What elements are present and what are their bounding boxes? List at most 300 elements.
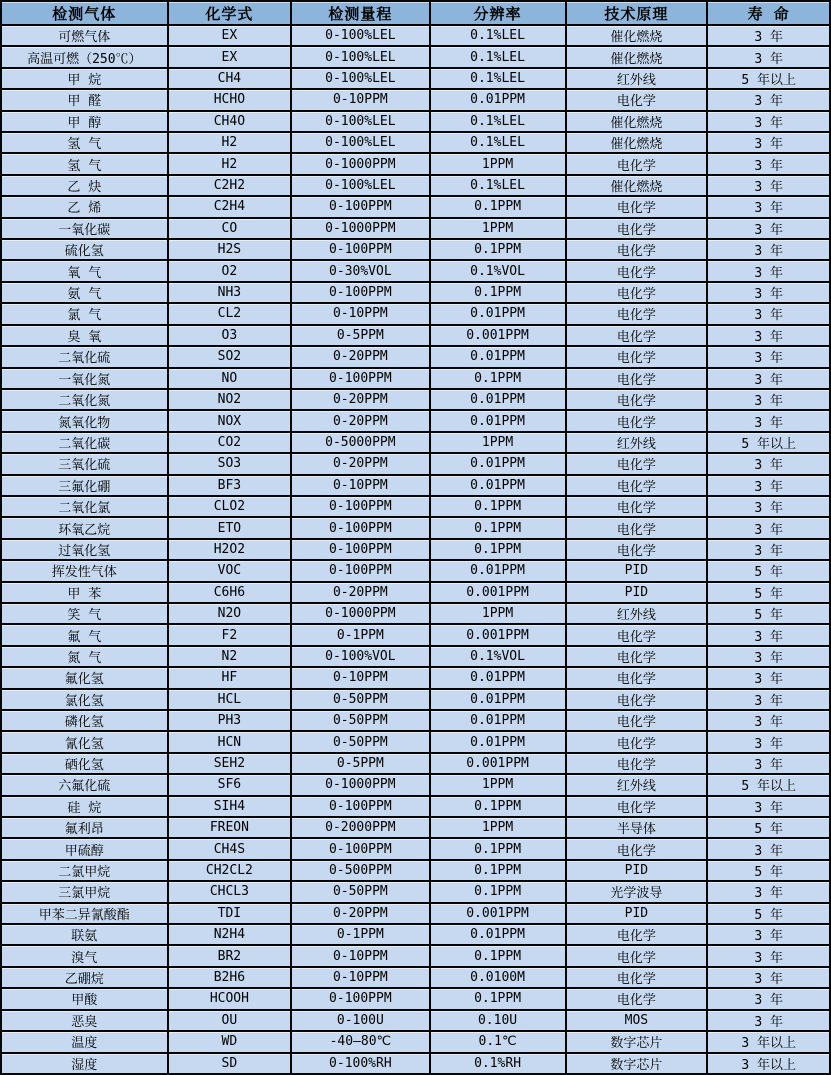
- table-row: [1, 389, 830, 410]
- cell-formula: HCL: [168, 689, 292, 710]
- cell-range: 0-100PPM: [291, 496, 429, 517]
- cell-resolution: 1PPM: [430, 153, 566, 174]
- table-row: [1, 539, 830, 560]
- cell-principle: 电化学: [566, 475, 708, 496]
- cell-range: 0-20PPM: [291, 410, 429, 431]
- cell-gas: 湿度: [1, 1053, 168, 1075]
- cell-life: 3 年: [707, 132, 830, 153]
- cell-formula: C2H2: [168, 175, 292, 196]
- cell-principle: 电化学: [566, 496, 708, 517]
- table-row: [1, 260, 830, 281]
- cell-gas: 三氧化硫: [1, 453, 168, 474]
- cell-gas: 甲苯二异氰酸酯: [1, 903, 168, 924]
- cell-range: 0-20PPM: [291, 453, 429, 474]
- cell-resolution: 1PPM: [430, 432, 566, 453]
- cell-resolution: 0.001PPM: [430, 582, 566, 603]
- cell-formula: H2O2: [168, 539, 292, 560]
- cell-principle: 电化学: [566, 325, 708, 346]
- cell-formula: F2: [168, 624, 292, 645]
- cell-resolution: 0.1%LEL: [430, 68, 566, 89]
- cell-life: 3 年: [707, 667, 830, 688]
- cell-range: 0-100%RH: [291, 1053, 429, 1075]
- cell-resolution: 0.01PPM: [430, 410, 566, 431]
- table-row: [1, 46, 830, 67]
- table-row: [1, 967, 830, 988]
- cell-principle: 电化学: [566, 689, 708, 710]
- cell-principle: 催化燃烧: [566, 132, 708, 153]
- cell-principle: 电化学: [566, 731, 708, 752]
- cell-formula: EX: [168, 46, 292, 67]
- table-row: [1, 1010, 830, 1031]
- cell-resolution: 0.1%LEL: [430, 175, 566, 196]
- column-header-gas: 检测气体: [1, 1, 168, 25]
- table-row: [1, 410, 830, 431]
- cell-range: 0-10PPM: [291, 967, 429, 988]
- table-row: [1, 1031, 830, 1052]
- cell-gas: 甲酸: [1, 988, 168, 1009]
- cell-gas: 乙硼烷: [1, 967, 168, 988]
- cell-gas: 乙 烯: [1, 196, 168, 217]
- cell-range: 0-10PPM: [291, 89, 429, 110]
- cell-principle: 催化燃烧: [566, 111, 708, 132]
- cell-resolution: 0.001PPM: [430, 325, 566, 346]
- cell-gas: 温度: [1, 1031, 168, 1052]
- cell-life: 3 年: [707, 838, 830, 859]
- cell-life: 3 年: [707, 153, 830, 174]
- cell-formula: O2: [168, 260, 292, 281]
- cell-principle: 半导体: [566, 817, 708, 838]
- cell-principle: 电化学: [566, 89, 708, 110]
- cell-principle: 催化燃烧: [566, 46, 708, 67]
- table-row: [1, 924, 830, 945]
- cell-range: 0-100PPM: [291, 196, 429, 217]
- cell-range: 0-100%LEL: [291, 68, 429, 89]
- cell-gas: 氢 气: [1, 132, 168, 153]
- table-row: [1, 517, 830, 538]
- cell-range: 0-100PPM: [291, 539, 429, 560]
- cell-range: -40—80℃: [291, 1031, 429, 1052]
- cell-life: 3 年: [707, 260, 830, 281]
- cell-principle: 红外线: [566, 603, 708, 624]
- cell-formula: BF3: [168, 475, 292, 496]
- table-row: [1, 582, 830, 603]
- table-row: [1, 881, 830, 902]
- cell-range: 0-100U: [291, 1010, 429, 1031]
- cell-resolution: 0.1PPM: [430, 945, 566, 966]
- cell-principle: 电化学: [566, 239, 708, 260]
- cell-gas: 氢 气: [1, 153, 168, 174]
- cell-resolution: 0.1PPM: [430, 988, 566, 1009]
- cell-gas: 一氧化碳: [1, 218, 168, 239]
- cell-life: 5 年以上: [707, 432, 830, 453]
- cell-principle: 红外线: [566, 774, 708, 795]
- cell-life: 3 年: [707, 689, 830, 710]
- cell-resolution: 0.001PPM: [430, 753, 566, 774]
- cell-resolution: 0.1℃: [430, 1031, 566, 1052]
- cell-range: 0-10PPM: [291, 945, 429, 966]
- cell-formula: BR2: [168, 945, 292, 966]
- table-row: [1, 838, 830, 859]
- cell-gas: 三氯甲烷: [1, 881, 168, 902]
- cell-gas: 甲 烷: [1, 68, 168, 89]
- cell-gas: 氧 气: [1, 260, 168, 281]
- cell-resolution: 0.001PPM: [430, 903, 566, 924]
- cell-principle: 电化学: [566, 838, 708, 859]
- cell-resolution: 0.1PPM: [430, 496, 566, 517]
- table-row: [1, 903, 830, 924]
- table-row: [1, 667, 830, 688]
- cell-principle: 电化学: [566, 624, 708, 645]
- table-row: [1, 111, 830, 132]
- cell-principle: 电化学: [566, 646, 708, 667]
- cell-range: 0-100%LEL: [291, 25, 429, 46]
- cell-range: 0-20PPM: [291, 903, 429, 924]
- cell-life: 5 年: [707, 817, 830, 838]
- cell-formula: CH4: [168, 68, 292, 89]
- table-row: [1, 774, 830, 795]
- cell-life: 5 年: [707, 903, 830, 924]
- cell-life: 5 年: [707, 860, 830, 881]
- cell-principle: MOS: [566, 1010, 708, 1031]
- cell-principle: PID: [566, 582, 708, 603]
- cell-life: 5 年: [707, 582, 830, 603]
- cell-life: 3 年: [707, 325, 830, 346]
- cell-formula: HCN: [168, 731, 292, 752]
- cell-resolution: 0.1PPM: [430, 368, 566, 389]
- cell-formula: TDI: [168, 903, 292, 924]
- table-row: [1, 68, 830, 89]
- cell-resolution: 0.01PPM: [430, 560, 566, 581]
- cell-principle: 电化学: [566, 945, 708, 966]
- cell-range: 0-100%LEL: [291, 111, 429, 132]
- cell-formula: SF6: [168, 774, 292, 795]
- cell-range: 0-100%LEL: [291, 132, 429, 153]
- cell-principle: 电化学: [566, 346, 708, 367]
- cell-gas: 氯化氢: [1, 689, 168, 710]
- cell-gas: 三氟化硼: [1, 475, 168, 496]
- table-row: [1, 624, 830, 645]
- cell-resolution: 0.001PPM: [430, 624, 566, 645]
- cell-life: 3 年: [707, 517, 830, 538]
- cell-life: 3 年: [707, 346, 830, 367]
- cell-principle: 催化燃烧: [566, 175, 708, 196]
- cell-gas: 可燃气体: [1, 25, 168, 46]
- cell-gas: 一氧化氮: [1, 368, 168, 389]
- table-row: [1, 689, 830, 710]
- column-header-life: 寿 命: [707, 1, 830, 25]
- cell-formula: VOC: [168, 560, 292, 581]
- cell-range: 0-100PPM: [291, 368, 429, 389]
- cell-range: 0-100PPM: [291, 988, 429, 1009]
- cell-resolution: 0.01PPM: [430, 89, 566, 110]
- cell-range: 0-1000PPM: [291, 774, 429, 795]
- cell-resolution: 1PPM: [430, 603, 566, 624]
- column-header-formula: 化学式: [168, 1, 292, 25]
- cell-gas: 甲 醛: [1, 89, 168, 110]
- cell-formula: HF: [168, 667, 292, 688]
- cell-gas: 环氧乙烷: [1, 517, 168, 538]
- cell-range: 0-100PPM: [291, 239, 429, 260]
- table-row: [1, 603, 830, 624]
- cell-life: 3 年: [707, 453, 830, 474]
- cell-range: 0-500PPM: [291, 860, 429, 881]
- cell-gas: 臭 氧: [1, 325, 168, 346]
- cell-formula: CL2: [168, 303, 292, 324]
- cell-formula: H2S: [168, 239, 292, 260]
- table-row: [1, 346, 830, 367]
- table-row: [1, 368, 830, 389]
- cell-resolution: 0.1PPM: [430, 539, 566, 560]
- cell-range: 0-1000PPM: [291, 603, 429, 624]
- cell-life: 5 年: [707, 603, 830, 624]
- cell-gas: 氯 气: [1, 303, 168, 324]
- cell-life: 3 年: [707, 410, 830, 431]
- cell-life: 3 年: [707, 710, 830, 731]
- cell-range: 0-5PPM: [291, 753, 429, 774]
- column-header-resolution: 分辨率: [430, 1, 566, 25]
- cell-life: 3 年: [707, 239, 830, 260]
- cell-principle: 电化学: [566, 410, 708, 431]
- cell-formula: H2: [168, 132, 292, 153]
- table-row: [1, 153, 830, 174]
- cell-life: 3 年: [707, 175, 830, 196]
- cell-formula: NO: [168, 368, 292, 389]
- cell-gas: 二氧化氯: [1, 496, 168, 517]
- cell-range: 0-100PPM: [291, 796, 429, 817]
- cell-resolution: 0.1%VOL: [430, 260, 566, 281]
- cell-principle: 电化学: [566, 967, 708, 988]
- cell-formula: H2: [168, 153, 292, 174]
- cell-formula: CO: [168, 218, 292, 239]
- cell-resolution: 0.01PPM: [430, 346, 566, 367]
- cell-gas: 硅 烷: [1, 796, 168, 817]
- cell-range: 0-10PPM: [291, 475, 429, 496]
- cell-formula: C6H6: [168, 582, 292, 603]
- cell-life: 3 年: [707, 967, 830, 988]
- cell-principle: 光学波导: [566, 881, 708, 902]
- cell-life: 3 年以上: [707, 1053, 830, 1075]
- table-row: [1, 25, 830, 46]
- column-header-principle: 技术原理: [566, 1, 708, 25]
- cell-gas: 甲 醇: [1, 111, 168, 132]
- cell-gas: 氮氧化物: [1, 410, 168, 431]
- cell-resolution: 0.01PPM: [430, 924, 566, 945]
- cell-range: 0-50PPM: [291, 689, 429, 710]
- cell-formula: ETO: [168, 517, 292, 538]
- cell-life: 3 年: [707, 368, 830, 389]
- cell-resolution: 0.01PPM: [430, 303, 566, 324]
- cell-principle: 电化学: [566, 368, 708, 389]
- table-body: [1, 25, 830, 1074]
- cell-resolution: 0.01PPM: [430, 710, 566, 731]
- cell-range: 0-20PPM: [291, 389, 429, 410]
- cell-range: 0-1PPM: [291, 624, 429, 645]
- cell-gas: 六氟化硫: [1, 774, 168, 795]
- cell-formula: CH2CL2: [168, 860, 292, 881]
- cell-life: 3 年: [707, 988, 830, 1009]
- cell-range: 0-30%VOL: [291, 260, 429, 281]
- cell-resolution: 0.01PPM: [430, 389, 566, 410]
- cell-life: 3 年: [707, 25, 830, 46]
- cell-life: 3 年: [707, 945, 830, 966]
- cell-life: 3 年: [707, 796, 830, 817]
- cell-resolution: 0.1PPM: [430, 881, 566, 902]
- cell-formula: CH4O: [168, 111, 292, 132]
- cell-formula: CLO2: [168, 496, 292, 517]
- table-row: [1, 496, 830, 517]
- table-row: [1, 475, 830, 496]
- table-row: [1, 239, 830, 260]
- cell-life: 3 年: [707, 46, 830, 67]
- cell-principle: PID: [566, 560, 708, 581]
- cell-range: 0-1000PPM: [291, 153, 429, 174]
- cell-resolution: 0.1PPM: [430, 517, 566, 538]
- cell-principle: 红外线: [566, 432, 708, 453]
- cell-gas: 挥发性气体: [1, 560, 168, 581]
- cell-principle: 电化学: [566, 667, 708, 688]
- table-row: [1, 710, 830, 731]
- cell-principle: 电化学: [566, 282, 708, 303]
- cell-range: 0-100%VOL: [291, 646, 429, 667]
- cell-resolution: 0.10U: [430, 1010, 566, 1031]
- cell-formula: CO2: [168, 432, 292, 453]
- table-row: [1, 218, 830, 239]
- cell-resolution: 0.0100M: [430, 967, 566, 988]
- cell-life: 3 年以上: [707, 1031, 830, 1052]
- cell-principle: 电化学: [566, 924, 708, 945]
- cell-formula: NH3: [168, 282, 292, 303]
- cell-life: 5 年: [707, 560, 830, 581]
- cell-principle: 电化学: [566, 517, 708, 538]
- cell-formula: N2: [168, 646, 292, 667]
- table-row: [1, 89, 830, 110]
- cell-formula: HCOOH: [168, 988, 292, 1009]
- cell-range: 0-100%LEL: [291, 46, 429, 67]
- cell-range: 0-2000PPM: [291, 817, 429, 838]
- cell-formula: SIH4: [168, 796, 292, 817]
- cell-life: 3 年: [707, 282, 830, 303]
- cell-life: 3 年: [707, 496, 830, 517]
- cell-formula: N2H4: [168, 924, 292, 945]
- cell-resolution: 0.1%RH: [430, 1053, 566, 1075]
- cell-resolution: 0.01PPM: [430, 667, 566, 688]
- cell-resolution: 0.1PPM: [430, 796, 566, 817]
- header-row: [1, 1, 830, 25]
- cell-life: 3 年: [707, 89, 830, 110]
- cell-life: 5 年以上: [707, 774, 830, 795]
- cell-gas: 二氧化氮: [1, 389, 168, 410]
- cell-resolution: 0.1%VOL: [430, 646, 566, 667]
- cell-life: 3 年: [707, 475, 830, 496]
- cell-formula: SO3: [168, 453, 292, 474]
- cell-resolution: 0.1PPM: [430, 239, 566, 260]
- cell-resolution: 0.1%LEL: [430, 25, 566, 46]
- cell-gas: 恶臭: [1, 1010, 168, 1031]
- cell-resolution: 1PPM: [430, 774, 566, 795]
- cell-gas: 氟化氢: [1, 667, 168, 688]
- cell-resolution: 0.1%LEL: [430, 111, 566, 132]
- table-row: [1, 282, 830, 303]
- cell-range: 0-50PPM: [291, 710, 429, 731]
- cell-formula: N2O: [168, 603, 292, 624]
- cell-gas: 甲硫醇: [1, 838, 168, 859]
- cell-range: 0-50PPM: [291, 881, 429, 902]
- cell-formula: HCHO: [168, 89, 292, 110]
- cell-principle: 数字芯片: [566, 1031, 708, 1052]
- cell-formula: CHCL3: [168, 881, 292, 902]
- cell-range: 0-100PPM: [291, 838, 429, 859]
- table-row: [1, 796, 830, 817]
- cell-resolution: 0.1PPM: [430, 282, 566, 303]
- table-row: [1, 817, 830, 838]
- cell-gas: 二氧化硫: [1, 346, 168, 367]
- table-row: [1, 132, 830, 153]
- table-row: [1, 945, 830, 966]
- cell-life: 3 年: [707, 389, 830, 410]
- cell-gas: 过氧化氢: [1, 539, 168, 560]
- cell-gas: 二氯甲烷: [1, 860, 168, 881]
- table-row: [1, 175, 830, 196]
- cell-formula: NOX: [168, 410, 292, 431]
- cell-gas: 氟 气: [1, 624, 168, 645]
- cell-life: 3 年: [707, 731, 830, 752]
- cell-principle: 电化学: [566, 753, 708, 774]
- cell-resolution: 0.01PPM: [430, 475, 566, 496]
- cell-principle: 电化学: [566, 196, 708, 217]
- cell-range: 0-20PPM: [291, 582, 429, 603]
- cell-range: 0-1000PPM: [291, 218, 429, 239]
- cell-principle: 电化学: [566, 539, 708, 560]
- cell-gas: 笑 气: [1, 603, 168, 624]
- table-row: [1, 325, 830, 346]
- cell-life: 3 年: [707, 924, 830, 945]
- cell-range: 0-50PPM: [291, 731, 429, 752]
- cell-life: 3 年: [707, 1010, 830, 1031]
- cell-life: 5 年以上: [707, 68, 830, 89]
- cell-range: 0-5000PPM: [291, 432, 429, 453]
- cell-life: 3 年: [707, 218, 830, 239]
- cell-range: 0-100PPM: [291, 282, 429, 303]
- cell-gas: 硒化氢: [1, 753, 168, 774]
- cell-gas: 联氨: [1, 924, 168, 945]
- cell-formula: FREON: [168, 817, 292, 838]
- cell-gas: 氟利昂: [1, 817, 168, 838]
- table-row: [1, 432, 830, 453]
- cell-formula: NO2: [168, 389, 292, 410]
- cell-life: 3 年: [707, 646, 830, 667]
- cell-gas: 乙 炔: [1, 175, 168, 196]
- cell-resolution: 1PPM: [430, 817, 566, 838]
- cell-range: 0-100PPM: [291, 560, 429, 581]
- cell-formula: O3: [168, 325, 292, 346]
- cell-gas: 氨 气: [1, 282, 168, 303]
- cell-formula: SEH2: [168, 753, 292, 774]
- cell-range: 0-5PPM: [291, 325, 429, 346]
- cell-principle: 电化学: [566, 303, 708, 324]
- cell-formula: SO2: [168, 346, 292, 367]
- cell-gas: 二氧化碳: [1, 432, 168, 453]
- cell-gas: 甲 苯: [1, 582, 168, 603]
- cell-range: 0-10PPM: [291, 667, 429, 688]
- cell-range: 0-100PPM: [291, 517, 429, 538]
- cell-formula: EX: [168, 25, 292, 46]
- table-row: [1, 731, 830, 752]
- cell-life: 3 年: [707, 881, 830, 902]
- cell-gas: 高温可燃（250℃）: [1, 46, 168, 67]
- cell-formula: WD: [168, 1031, 292, 1052]
- cell-resolution: 0.1%LEL: [430, 46, 566, 67]
- cell-life: 3 年: [707, 753, 830, 774]
